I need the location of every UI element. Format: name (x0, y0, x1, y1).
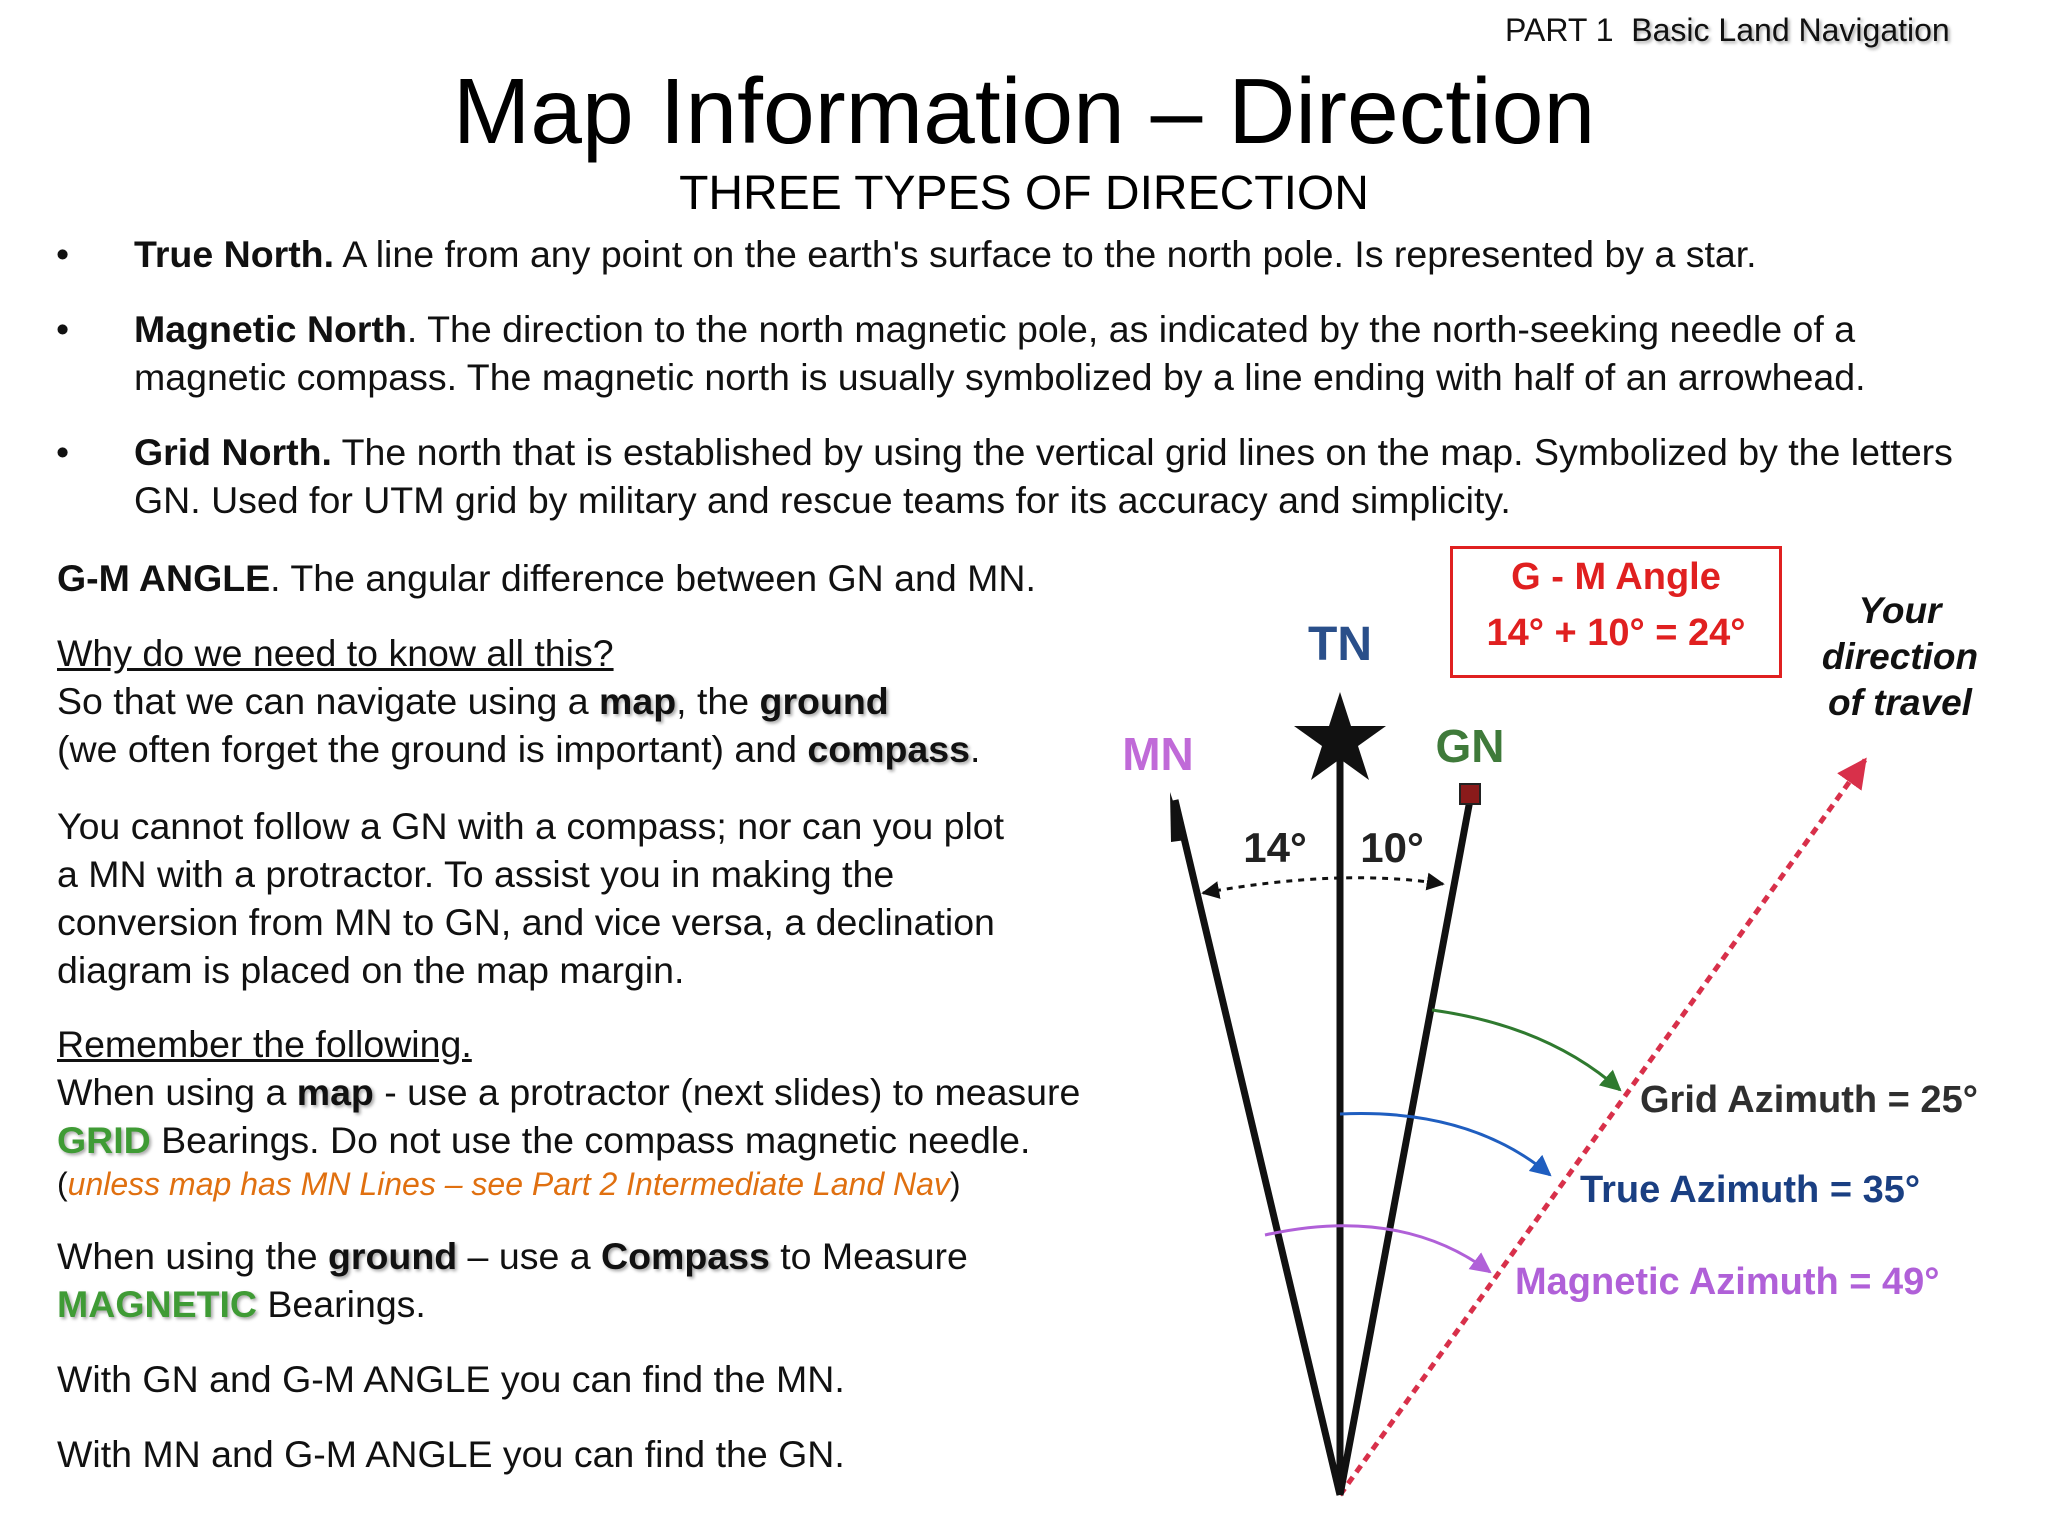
gm-angle-arc (1203, 878, 1443, 893)
bullet-dot: • (56, 308, 70, 350)
ground-line-2: MAGNETIC Bearings. (57, 1283, 426, 1325)
conversion-paragraph: You cannot follow a GN with a compass; nor can you plot a MN with a protractor. To assist you in making the conversion from MN to GN, and vice versa, a declination diagram is placed on the map margin. (57, 805, 1005, 991)
intermediate-note: unless map has MN Lines – see Part 2 Intermediate Land Nav (67, 1166, 950, 1202)
bullet-term: Grid North. (134, 431, 332, 473)
part-subtitle: Basic Land Navigation (1631, 12, 1950, 48)
map-word: map (599, 680, 677, 722)
gm-text: . The angular difference between GN and MN. (270, 557, 1036, 599)
bullet-text: . The direction to the north magnetic pole, as indicated by the north-seeking needle of a magnetic compass. The magnetic north is usually symbolized by a line ending with half of an arrowhead. (134, 308, 1866, 398)
remember-note: (unless map has MN Lines – see Part 2 Intermediate Land Nav) (57, 1166, 961, 1202)
remember-heading: Remember the following. (57, 1023, 472, 1065)
mn-label: MN (1122, 728, 1194, 780)
magnetic-word: MAGNETIC (57, 1283, 257, 1325)
bullet-text: The north that is established by using the vertical grid lines on the map. Symbolized by the letters GN. Used for UTM grid by military and rescue teams for its accuracy and simplicity. (134, 431, 1953, 521)
gm-box-formula: 14° + 10° = 24° (1486, 612, 1746, 654)
why-line-2: (we often forget the ground is important) and compass. (57, 728, 981, 770)
true-azimuth-arc (1340, 1114, 1550, 1175)
bullet-dot: • (56, 431, 70, 473)
bullet-text: A line from any point on the earth's surface to the north pole. Is represented by a star. (334, 233, 1757, 275)
true-azimuth-label: True Azimuth = 35° (1580, 1169, 1921, 1211)
grid-azimuth-label: Grid Azimuth = 25° (1640, 1079, 1978, 1121)
gm-term: G-M ANGLE (57, 557, 271, 599)
ground-word: ground (759, 680, 889, 722)
gm-box-title: G - M Angle (1511, 556, 1721, 598)
angle-10-label: 10° (1360, 824, 1424, 871)
compass-word: compass (807, 728, 971, 770)
why-heading: Why do we need to know all this? (57, 632, 614, 674)
tn-label: TN (1308, 618, 1372, 671)
find-gn-line: With MN and G-M ANGLE you can find the GN. (57, 1433, 845, 1475)
travel-line-2: direction (1821, 636, 1979, 677)
why-line-1: So that we can navigate using a map, the ground (57, 680, 889, 722)
travel-line-3: of travel (1828, 682, 1972, 723)
travel-label (1780, 588, 2020, 726)
gn-square-icon (1460, 784, 1480, 804)
gn-line (1340, 800, 1470, 1495)
mn-line (1175, 800, 1340, 1495)
ground-word: ground (328, 1235, 458, 1277)
page-title: Map Information – Direction (452, 59, 1596, 163)
grid-word: GRID (57, 1119, 151, 1161)
bullet-term: True North. (134, 233, 335, 275)
gm-angle-box (1450, 546, 1782, 678)
part-number: PART 1 (1505, 12, 1614, 48)
bullet-dot: • (56, 233, 70, 275)
find-mn-line: With GN and G-M ANGLE you can find the MN. (57, 1358, 845, 1400)
ground-line-1: When using the ground – use a Compass to Measure (57, 1235, 968, 1277)
magnetic-azimuth-arc (1265, 1226, 1490, 1272)
travel-line-1: Your (1858, 590, 1942, 631)
remember-line-1: When using a map - use a protractor (next slides) to measure (57, 1071, 1081, 1113)
map-word: map (296, 1071, 374, 1113)
gn-label: GN (1435, 720, 1505, 772)
remember-line-2: GRID Bearings. Do not use the compass magnetic needle. (57, 1119, 1031, 1161)
angle-14-label: 14° (1243, 824, 1307, 871)
bullet-term: Magnetic North (134, 308, 407, 350)
grid-azimuth-arc (1432, 1010, 1620, 1090)
magnetic-azimuth-label: Magnetic Azimuth = 49° (1515, 1261, 1940, 1303)
section-subtitle: THREE TYPES OF DIRECTION (679, 167, 1369, 220)
compass-word: Compass (601, 1235, 770, 1277)
